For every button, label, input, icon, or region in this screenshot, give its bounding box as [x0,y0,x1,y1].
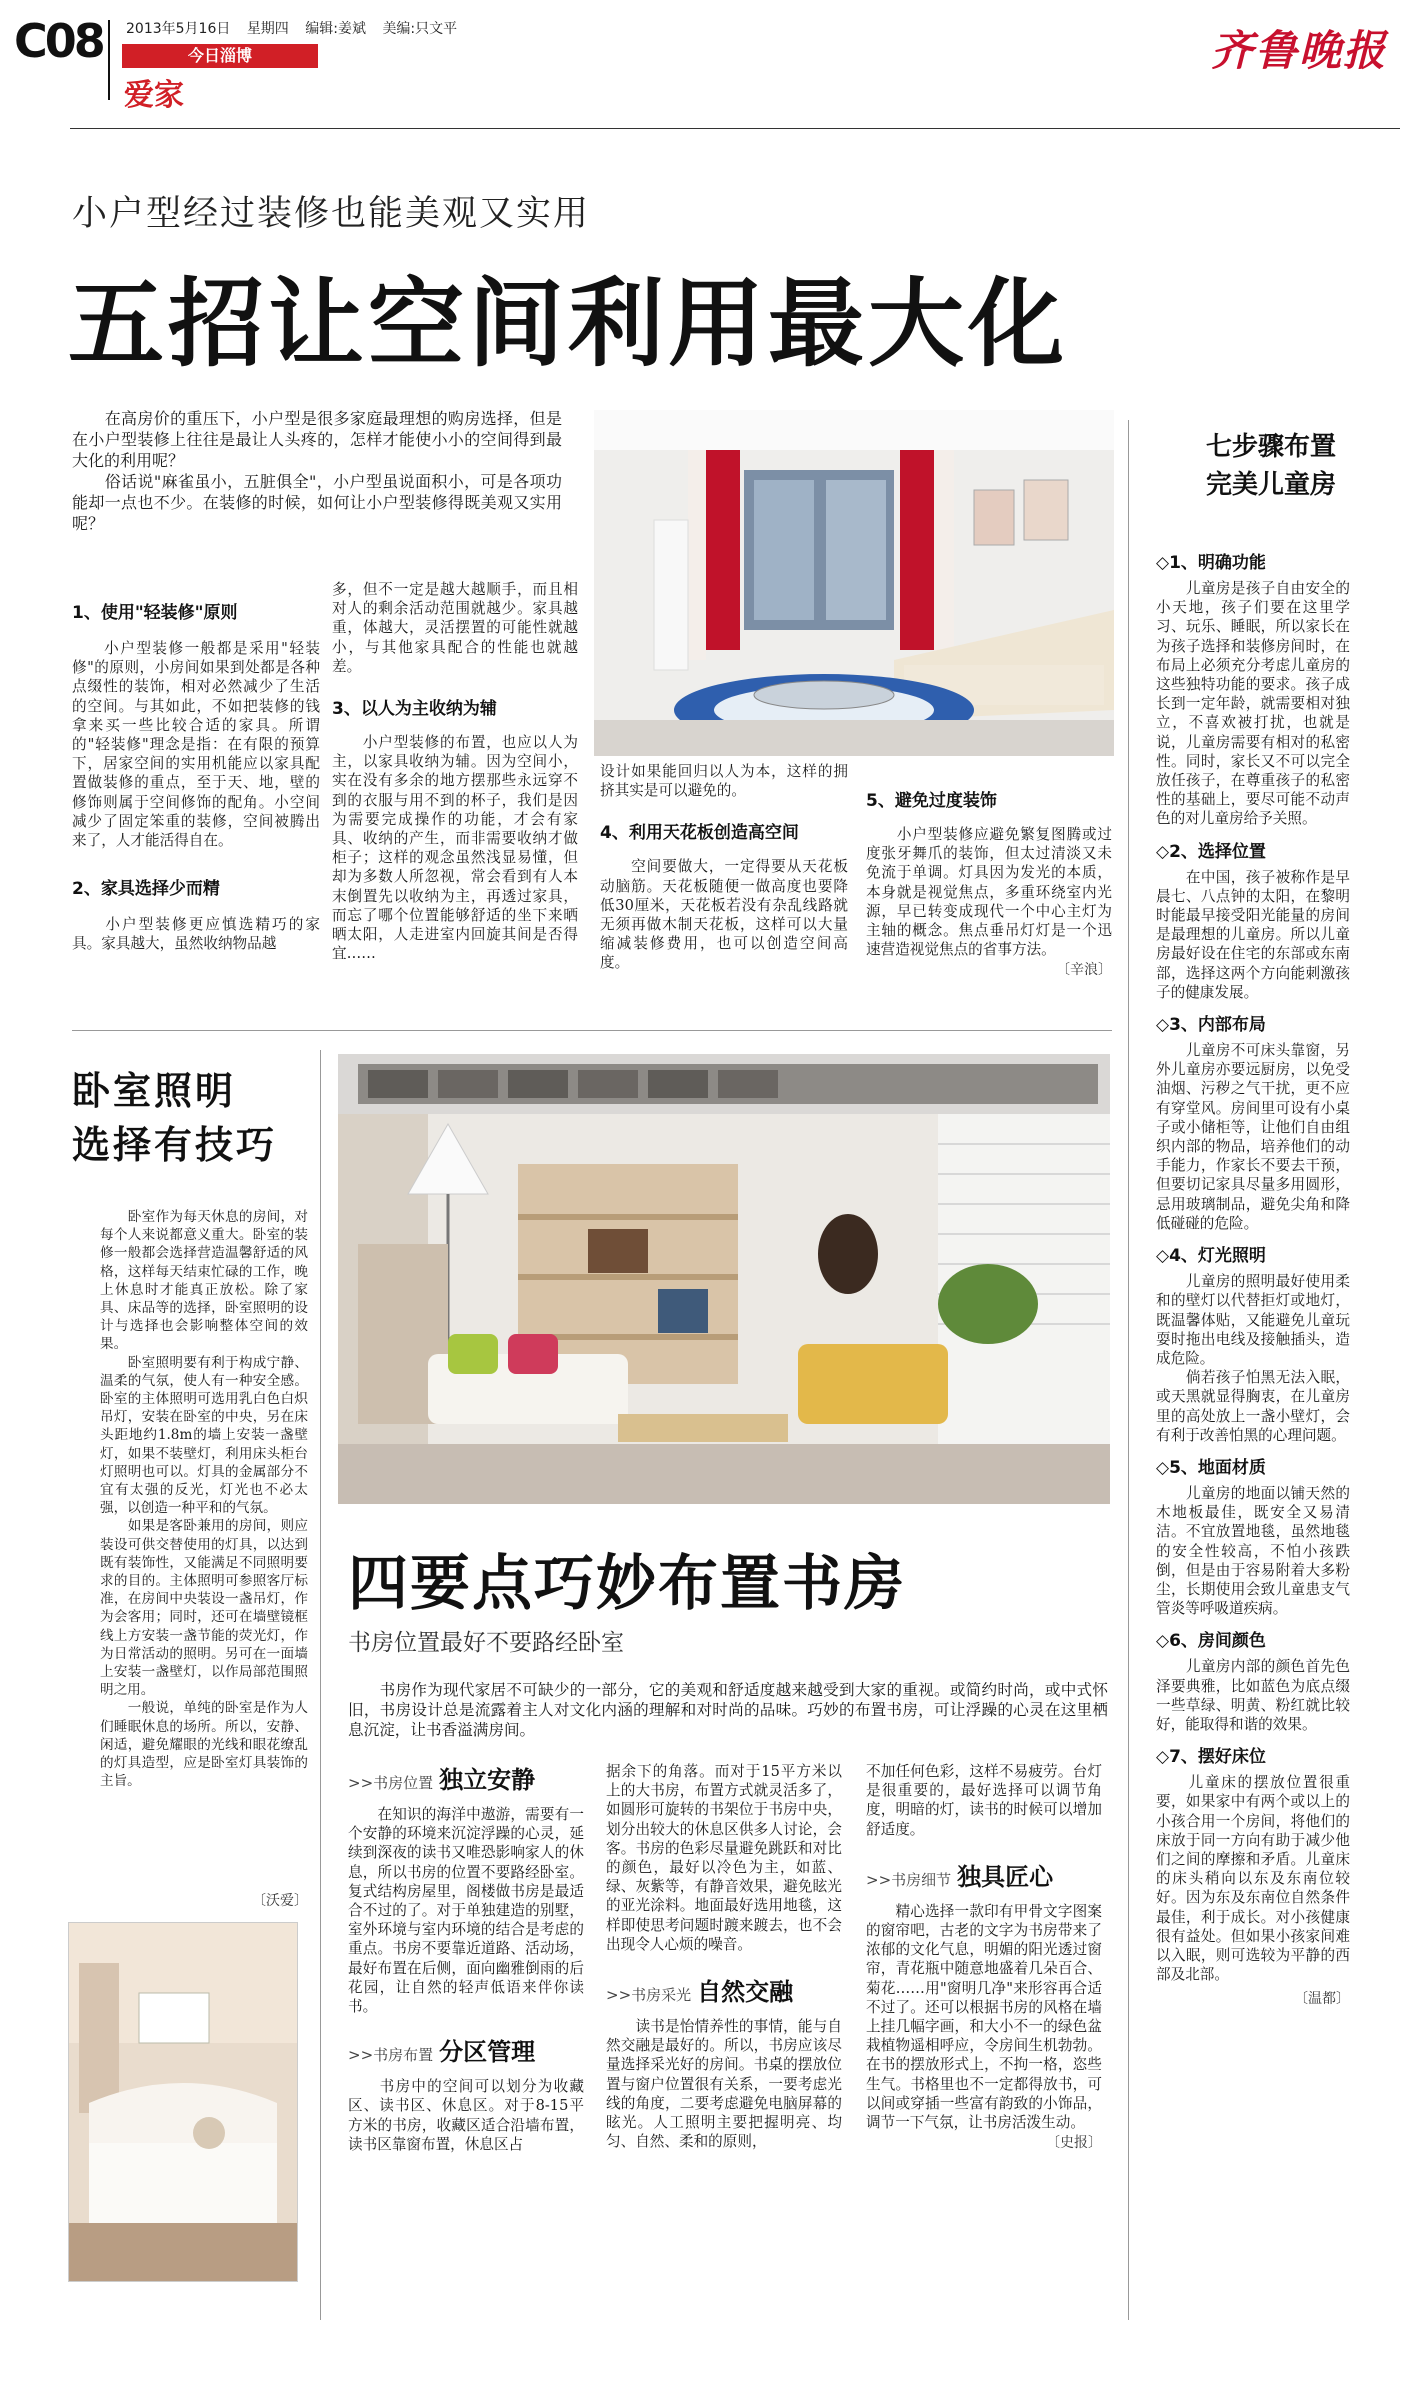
study-subheadline: 书房位置最好不要路经卧室 [348,1630,624,1656]
tip-heading: ◇1、明确功能 [1156,553,1266,573]
tip-body: 在中国，孩子被称作是早晨七、八点钟的太阳，在黎明时能最早接受阳光能量的房间是最理想的儿童房。所以儿童房最好设在住宅的东部或东南部，选择这两个方向能刺激孩子的健康发展。 [1156,868,1350,1001]
page-number: C08 [14,14,103,68]
study-section-heading [606,1972,842,2007]
lead-subhead-5: 5、避免过度装饰 [866,791,997,811]
lead-col-1 [72,598,320,954]
section-divider [72,1030,1112,1031]
study-para: 书房中的空间可以划分为收藏区、读书区、休息区。对于8-15平方米的书房，收藏区适合沿墙布置，读书区靠窗布置，休息区占 [348,2078,584,2153]
study-section-heading [866,1857,1102,1892]
lead-para-3: 小户型装修的布置，也应以人为主，以家具收纳为辅。因为空间小，实在没有多余的地方摆那些永远穿不到的衣服与用不到的杯子，我们是因为需要完成操作的功能，才会有家具、收纳的产生，而非需要收纳才做柜子；这样的观念虽然浅显易懂，但却为多数人所忽视，常会看到有人本末倒置先以收纳为主，再透过家具，而忘了哪个位置能够舒适的坐下来晒晒太阳，人走进室内回旋其间是否得宜…… [332,734,578,963]
study-section-label: >>书房位置 [348,1774,434,1792]
study-section-label: >>书房采光 [606,1986,692,2005]
lead-subhead-1: 1、使用"轻装修"原则 [72,603,238,623]
lead-subhead-4: 4、利用天花板创造高空间 [600,823,799,844]
tip-heading: ◇6、房间颜色 [1156,1631,1266,1652]
study-para: 据余下的角落。而对于15平方米以上的大书房，布置方式就灵活多了，如圆形可旋转的书架位于书房中央，划分出较大的休息区供多人讨论，会客。书房的色彩尽量避免跳跃和对比的颜色，最好以冷色为主，如蓝、绿、灰紫等，有静音效果，避免眩光的亚光涂料。地面最好选用地毯，这样即使思考问题时踱来踱去，也不会出现令人心烦的噪音。 [606,1763,842,1953]
study-section-title: 独具匠心 [957,1862,1054,1891]
study-room-photo [338,1054,1110,1504]
header-meta [126,18,457,38]
study-col-1 [348,1760,584,2154]
tip-body: 儿童房的照明最好使用柔和的壁灯以代替拒灯或地灯，既温馨体贴，又能避免儿童玩耍时拖出电线及接触插头，造成危险。 倘若孩子怕黑无法入眠，或天黑就显得胸衷，在儿童房里的高处放上一盏小壁灯，会有利于改善怕黑的心理问题。 [1156,1273,1350,1444]
tip-heading: ◇4、灯光照明 [1156,1246,1266,1267]
lead-subhead-3: 3、以人为主收纳为辅 [332,699,497,720]
lead-headline: 五招让空间利用最大化 [68,268,1068,380]
tip-heading: ◇3、内部布局 [1156,1015,1266,1036]
lead-para-4: 空间要做大，一定得要从天花板动脑筋。天花板随便一做高度也要降低30厘米，天花板若没有杂乱线路就无须再做木制天花板，这样可以大量缩减装修费用，也可以创造空间高度。 [600,858,848,972]
column-name: 爱家 [124,78,184,113]
lead-col-2 [332,580,578,963]
designer-credit: 美编:只文平 [382,21,458,37]
lead-para-5: 小户型装修应避免繁复图腾或过度张牙舞爪的装饰，但太过清淡又未免流于单调。灯具因为发光的本质，本身就是视觉焦点，多重环绕室内光源，早已转变成现代一个中心主灯为主轴的概念。焦点垂吊灯灯是一个迅速营造视觉焦点的省事方法。 [866,826,1112,959]
header-divider [108,20,110,100]
bedroom-byline: 〔沃爱〕 [252,1893,308,1909]
issue-weekday: 星期四 [246,21,289,37]
tip-body: 儿童房内部的颜色首先色泽要典雅，比如蓝色为底点缀一些草绿、明黄、粉红就比较好，能取得和谐的效果。 [1156,1658,1350,1733]
lead-para-1: 小户型装修一般都是采用"轻装修"的原则，小房间如果到处都是各种点缀性的装饰，相对必然减少了生活的空间。与其如此，不如把装修的钱拿来买一些比较合适的家具。所谓的"轻装修"理念是指：在有限的预算下，居家空间的实用机能应以家具配置做装修的重点，至于天、地，壁的修饰则属于空间修饰的配角。小空间减少了固定笨重的装修，空间被腾出来了，人才能活得自在。 [72,640,320,850]
study-headline: 四要点巧妙布置书房 [348,1549,906,1619]
bedroom-photo [68,1922,298,2282]
lead-para-2: 小户型装修更应慎选精巧的家具。家具越大，虽然收纳物品越 [72,916,320,953]
newspaper-logo: 齐鲁晚报 [1210,26,1387,75]
sidebar-title-line2: 完美儿童房 [1205,470,1336,500]
tip-heading: ◇7、摆好床位 [1156,1747,1266,1768]
bedroom-title-line2: 选择有技巧 [72,1123,278,1167]
bedroom-divider [320,1050,321,2320]
study-section-heading [348,2032,584,2067]
study-col-2 [606,1762,842,2151]
tip-item [1156,548,1350,829]
bedroom-title-line1: 卧室照明 [72,1069,237,1113]
lead-col-4 [866,786,1112,979]
tip-body: 儿童房是孩子自由安全的小天地，孩子们要在这里学习、玩乐、睡眠，所以家长在为孩子选择和装修房间时，在布局上必须充分考虑儿童房的这些独特功能的要求。孩子成长到一定年龄，就需要相对独立，不喜欢被打扰，也就是说，儿童房需要有相对的私密性。同时，家长又不可以完全放任孩子，在尊重孩子的私密性的基础上，要尽可能不动声色的对儿童房给予关照。 [1156,580,1350,828]
tip-heading: ◇5、地面材质 [1156,1457,1266,1478]
study-para: 在知识的海洋中遨游，需要有一个安静的环境来沉淀浮躁的心灵，延续到深夜的读书又唯恐影响家人的休息，所以书房的位置不要路经卧室。复式结构房屋里，阁楼做书房是最适合不过的了。对于单独建造的别墅，室外环境与室内环境的结合是考虑的重点。书房不要靠近道路、活动场，最好布置在后侧，面向幽雅倒雨的后花园，让自然的轻声低语来伴你读书。 [348,1806,584,2016]
sidebar-byline: 〔温都〕 [1294,1991,1350,2008]
study-section-title: 自然交融 [697,1978,794,2007]
study-para: 不加任何色彩，这样不易疲劳。台灯是很重要的，最好选择可以调节角度，明暗的灯，读书的时候可以增加舒适度。 [866,1763,1102,1838]
sidebar-title-line1: 七步骤布置 [1205,432,1336,462]
tip-body: 儿童房不可床头靠窗，另外儿童房亦要远厨房，以免受油烟、污秽之气干扰，更不应有穿堂风。房间里可设有小桌子或小储柜等，让他们自由组织内部的物品，培养他们的动手能力，作家长不要去干预，但要切记家具尽量多用圆形，忌用玻璃制品，避免尖角和降低碰碰的危险。 [1156,1042,1350,1232]
editor-credit: 编辑:姜斌 [305,21,366,37]
page-header [0,0,1417,113]
tip-item [1156,1453,1350,1618]
study-section-heading [348,1760,584,1795]
tip-item [1156,1010,1350,1233]
kids-room-tips [1156,548,1350,2008]
study-col-3 [866,1762,1102,2152]
tip-item [1156,1742,1350,1984]
lead-intro: 在高房价的重压下，小户型是很多家庭最理想的购房选择，但是在小户型装修上往往是最让人头疼的，怎样才能使小小的空间得到最大化的利用呢？ 俗话说"麻雀虽小，五脏俱全"，小户型虽说面积小，可是各项功能却一点也不少。在装修的时候，如何让小户型装修得既美观又实用呢？ [72,409,562,533]
section-banner: 今日淄博 [122,44,318,68]
study-section-title: 独立安静 [439,1766,536,1794]
study-section-title: 分区管理 [439,2038,536,2067]
study-para: 读书是怡情养性的事情，能与自然交融是最好的。所以，书房应该尽量选择采光好的房间。书桌的摆放位置与窗户位置很有关系，一要考虑光线的角度，二要考虑避免电脑屏幕的眩光。人工照明主要把握明亮、均匀、自然、柔和的原则， [606,2018,842,2151]
lead-para-2-cont: 多，但不一定是越大越顺手，而且相对人的剩余活动范围就越少。家具越重，体越大，灵活摆置的可能性就越小，与其他家具配合的性能也就越差。 [332,581,578,675]
tip-body: 儿童床的摆放位置很重要，如果家中有两个或以上的小孩合用一个房间，将他们的床放于同一方向有助于减少他们之间的摩擦和矛盾。儿童床的床头稍向以东及东南位较好。因为东及东南位自然条件最佳，利于成长。对小孩健康很有益处。但如果小孩家间难以入眠，则可选较为平静的西部及北部。 [1156,1774,1350,1984]
bedroom-body: 卧室作为每天休息的房间，对每个人来说都意义重大。卧室的装修一般都会选择营造温馨舒适的风格，这样每天结束忙碌的工作，晚上休息时才能真正放松。除了家具、床品等的选择，卧室照明的设计与选择也会影响整体空间的效果。 卧室照明要有利于构成宁静、温柔的气氛，使人有一种安全感。卧室的主体照明可选用乳白色白炽吊灯，安装在卧室的中央，另在床头距地约1.8m的墙上安装一盏壁灯，如果不装壁灯，利用床头柜台灯照明也可以。灯具的金属部分不宜有太强的反光，灯光也不必太强，以创造一种平和的气氛。 如果是客卧兼用的房间，则应装设可供交替使用的灯具，以达到既有装饰性，又能满足不同照明要求的目的。主体照明可参照客厅标准，在房间中央装设一盏吊灯，作为会客用；同时，还可在墙壁镜框线上方安装一盏节能的荧光灯，作为日常活动的照明。另可在一面墙上安装一盏壁灯，以作局部范围照明之用。 一般说，单纯的卧室是作为人们睡眠休息的场所。所以，安静、闲适，避免耀眼的光线和眼花缭乱的灯具造型，应是卧室灯具装饰的主旨。 [100,1209,308,1790]
lead-col-3 [600,762,848,973]
study-lead: 书房作为现代家居不可缺少的一部分，它的美观和舒适度越来越受到大家的重视。或简约时尚，或中式怀旧，书房设计总是流露着主人对文化内涵的理解和对时尚的品味。巧妙的布置书房，可让浮躁的心灵在这里栖息沉淀，让书香溢满房间。 [348,1681,1108,1739]
sidebar-title [1156,428,1386,504]
tip-item [1156,1626,1350,1734]
study-para: 精心选择一款印有甲骨文字图案的窗帘吧，古老的文字为书房带来了浓郁的文化气息，明媚的阳光透过窗帘，青花瓶中随意地盛着几朵百合、菊花……用"窗明几净"来形容再合适不过了。还可以根据书房的风格在墙上挂几幅字画，和大小不一的绿色盆栽植物遥相呼应，令房间生机勃勃。在书的摆放形式上，不拘一格，恣些生气。书格里也不一定都得放书，可以间或穿插一些富有韵致的小饰品，调节一下气氛，让书房活泼生动。 [866,1902,1102,2132]
issue-date: 2013年5月16日 [126,21,231,37]
sidebar-divider [1128,420,1129,2320]
lead-byline: 〔辛浪〕 [1056,962,1112,979]
lead-kicker: 小户型经过装修也能美观又实用 [72,194,591,234]
tip-body: 儿童房的地面以铺天然的木地板最佳，既安全又易清洁。不宜放置地毯，虽然地毯的安全性较高，不怕小孩跌倒，但是由于容易附着大多粉尘，长期使用会致儿童患支气管炎等呼吸道疾病。 [1156,1484,1350,1618]
tip-item [1156,837,1350,1002]
study-byline: 〔史报〕 [1046,2135,1102,2152]
study-section-label: >>书房细节 [866,1870,952,1889]
lead-para-3-cont: 设计如果能回归以人为本，这样的拥挤其实是可以避免的。 [600,763,848,800]
tip-item [1156,1241,1350,1445]
lead-subhead-2: 2、家具选择少而精 [72,879,220,900]
tip-heading: ◇2、选择位置 [1156,841,1266,862]
bedroom-title [72,1064,277,1172]
study-section-label: >>书房布置 [348,2046,434,2065]
header-rule [70,128,1400,129]
living-room-photo [594,410,1114,756]
